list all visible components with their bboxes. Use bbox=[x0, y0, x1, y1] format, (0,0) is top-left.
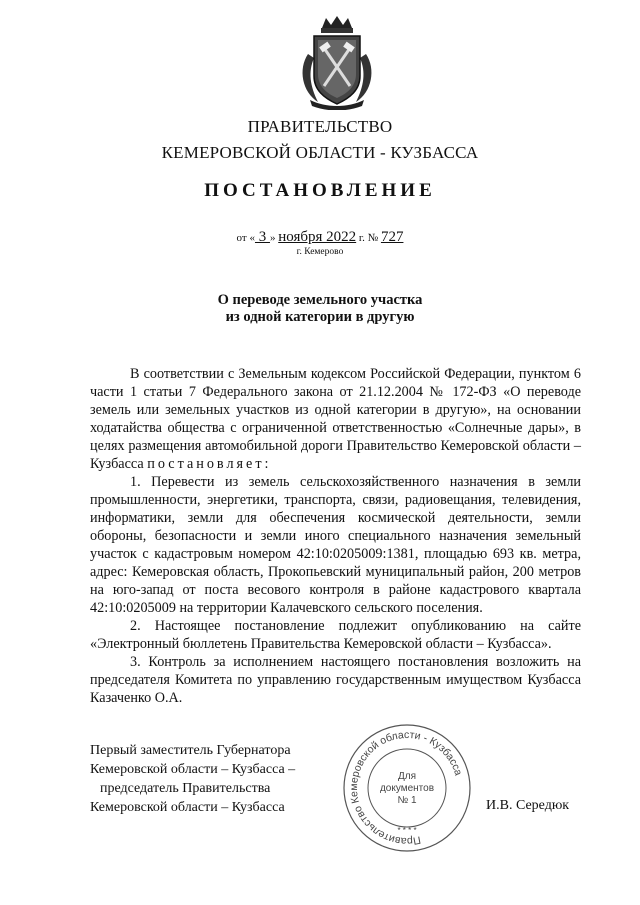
signer-name: И.В. Середюк bbox=[486, 798, 570, 813]
document-city: г. Кемерово bbox=[296, 247, 344, 257]
body-item-2: 2. Настоящее постановление подлежит опубликованию на сайте «Электронный бюллетень Правительства Кемеровской области – Кузбасса». bbox=[90, 618, 581, 652]
date-month-year: ноября 2022 bbox=[278, 229, 357, 245]
stamp-ring-text: Правительство Кемеровской области - Кузбасса bbox=[347, 728, 465, 848]
subject-line1: О переводе земельного участка bbox=[217, 292, 423, 308]
body-preamble bbox=[90, 365, 581, 473]
stamp-center-line1: Для bbox=[397, 771, 417, 782]
signer-line3: председатель Правительства bbox=[100, 781, 271, 796]
coat-of-arms-emblem bbox=[296, 14, 378, 110]
date-mid: » bbox=[269, 232, 279, 244]
signer-block bbox=[90, 741, 295, 817]
document-body bbox=[90, 365, 581, 707]
official-stamp bbox=[341, 722, 473, 854]
body-item-1: 1. Перевести из земель сельскохозяйственного назначения в земли промышленности, энергетики, транспорта, связи, радиовещания, телевидения, информатики, земли для обеспечения космической деятельности, земли обороны, безопасности и земли иного специального назначения земельный участок с кадастровым номером 42:10:0205009:1381, площадью 693 кв. метра, адрес: Кемеровская область, Прокопьевский муниципальный район, 200 метров на юго-запад от поста весового контроля в районе кадастрового квартала 42:10:0205009 на территории Калачевского сельского поселения. bbox=[90, 474, 581, 616]
government-title-line1: ПРАВИТЕЛЬСТВО bbox=[247, 117, 393, 136]
subject-line2: из одной категории в другую bbox=[225, 309, 415, 325]
body-item-3: 3. Контроль за исполнением настоящего постановления возложить на председателя Комитета по управлению государственным имуществом Кузбасса Казаченко О.А. bbox=[90, 654, 581, 706]
signer-line2: Кемеровской области – Кузбасса – bbox=[90, 762, 296, 777]
date-day: 3 bbox=[254, 229, 270, 245]
stamp-center-line2: документов bbox=[379, 783, 435, 794]
document-type-title: ПОСТАНОВЛЕНИЕ bbox=[204, 180, 436, 201]
signer-line4: Кемеровской области – Кузбасса bbox=[90, 800, 285, 815]
signer-line1: Первый заместитель Губернатора bbox=[90, 743, 291, 758]
document-number: 727 bbox=[380, 229, 404, 245]
resolves-word: постановляет: bbox=[147, 456, 272, 472]
svg-text:* * * *: * * * * bbox=[397, 826, 417, 835]
date-year-suffix: г. № bbox=[356, 232, 381, 244]
stamp-center-line3: № 1 bbox=[397, 795, 417, 806]
government-title-line2: КЕМЕРОВСКОЙ ОБЛАСТИ - КУЗБАССА bbox=[161, 143, 479, 162]
preamble-text: В соответствии с Земельным кодексом Российской Федерации, пунктом 6 части 1 статьи 7 Федерального закона от 21.12.2004 № 172-ФЗ «О переводе земель или земельных участков из одной категории в другую», на основании ходатайства общества с ограниченной ответственностью «Солнечные дары», в целях размещения автомобильной дороги Правительство Кемеровской области – Кузбасса bbox=[90, 366, 581, 472]
date-prefix: от « bbox=[236, 232, 255, 244]
document-subject bbox=[0, 292, 640, 326]
document-date-line bbox=[0, 229, 640, 246]
